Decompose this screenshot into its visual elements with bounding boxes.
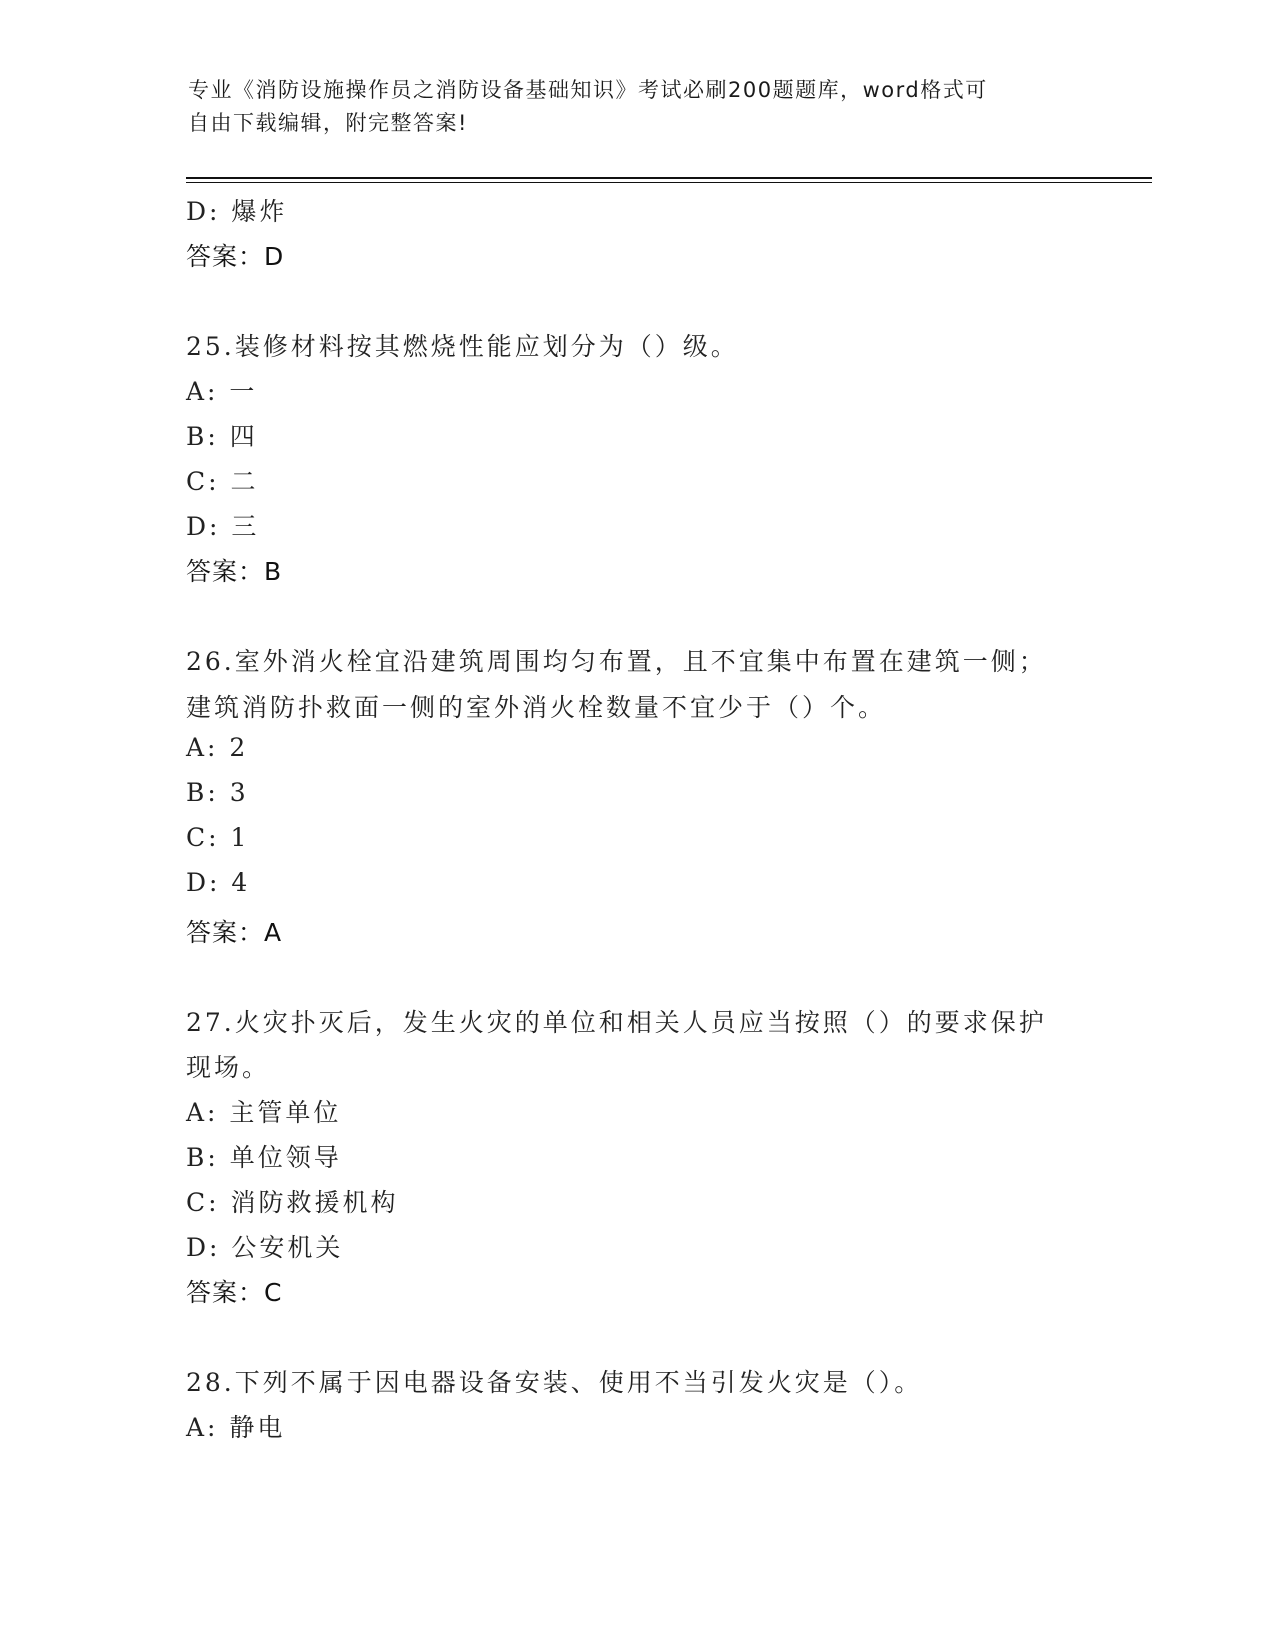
q28-option-a: A: 静电 [186, 1413, 286, 1442]
q25-stem: 25.装修材料按其燃烧性能应划分为（）级。 [186, 332, 739, 361]
q26-answer: 答案：A [186, 918, 283, 947]
page-header [188, 74, 1068, 140]
header-rule-thin [186, 182, 1152, 183]
q27-answer: 答案：C [186, 1278, 283, 1307]
header-line-2: 自由下载编辑，附完整答案! [188, 111, 468, 135]
q26-stem-line-1: 26.室外消火栓宜沿建筑周围均匀布置，且不宜集中布置在建筑一侧； [186, 647, 1047, 676]
prev-answer: 答案：D [186, 242, 285, 271]
q27-stem-line-2: 现场。 [186, 1053, 271, 1082]
prev-option-d: D: 爆炸 [186, 197, 288, 226]
q25-option-c: C: 二 [186, 467, 259, 496]
q25-answer: 答案：B [186, 557, 283, 586]
q27-option-a: A: 主管单位 [186, 1098, 342, 1127]
q27-stem-line-1: 27.火灾扑灭后，发生火灾的单位和相关人员应当按照（）的要求保护 [186, 1008, 1047, 1037]
q27-option-c: C: 消防救援机构 [186, 1188, 399, 1217]
q26-option-b: B: 3 [186, 778, 249, 807]
q27-option-b: B: 单位领导 [186, 1143, 342, 1172]
q26-option-a: A: 2 [186, 733, 249, 762]
q26-option-c: C: 1 [186, 823, 250, 852]
q25-option-b: B: 四 [186, 422, 258, 451]
q26-option-d: D: 4 [186, 868, 251, 897]
q25-option-a: A: 一 [186, 377, 258, 406]
q27-option-d: D: 公安机关 [186, 1233, 344, 1262]
q26-stem-line-2: 建筑消防扑救面一侧的室外消火栓数量不宜少于（）个。 [186, 693, 887, 722]
header-line-1: 专业《消防设施操作员之消防设备基础知识》考试必刷200题题库，word格式可 [188, 78, 988, 102]
q28-stem: 28.下列不属于因电器设备安装、使用不当引发火灾是（）。 [186, 1368, 923, 1397]
q25-option-d: D: 三 [186, 512, 260, 541]
header-rule-thick [186, 177, 1152, 179]
